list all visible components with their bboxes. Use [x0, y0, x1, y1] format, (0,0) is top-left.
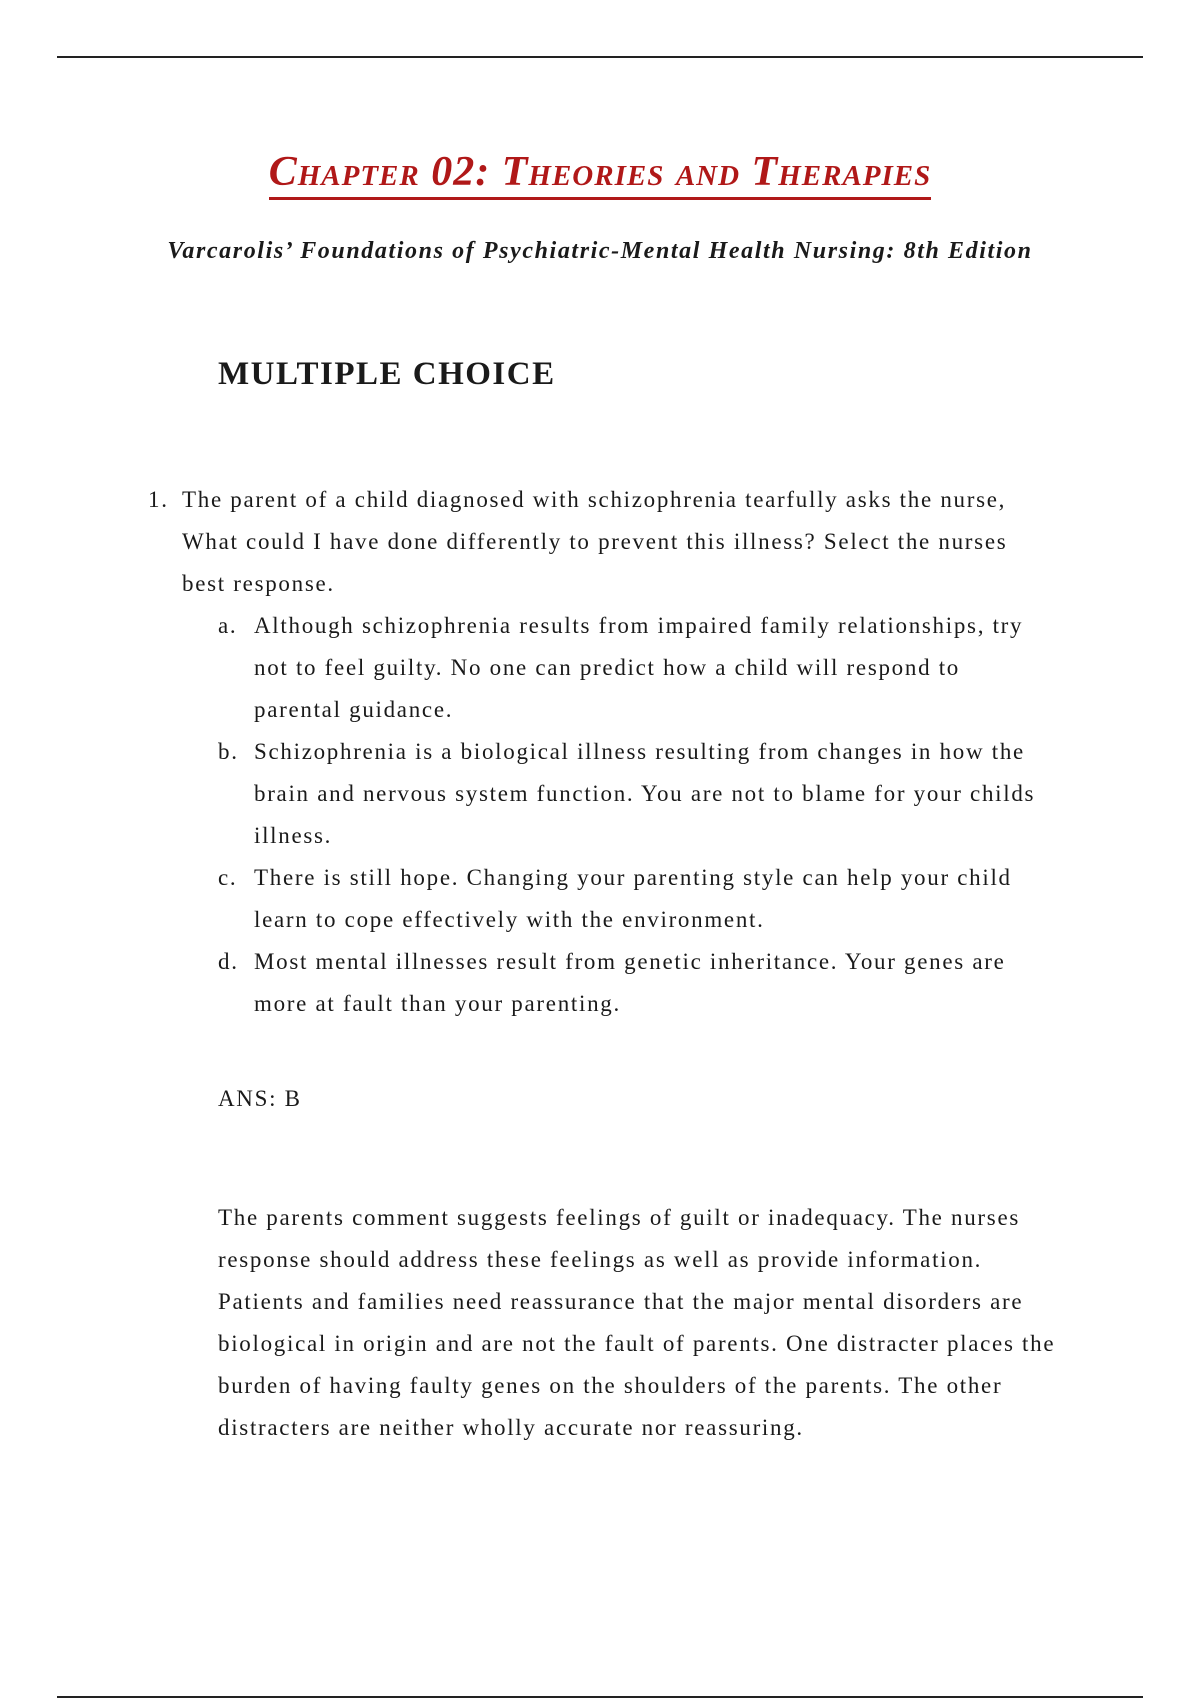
chapter-title	[0, 148, 1200, 196]
option-b	[218, 731, 1048, 857]
bottom-divider	[57, 1696, 1143, 1698]
question-text: The parent of a child diagnosed with schizophrenia tearfully asks the nurse, What could I have done differently to prevent this illness? Select the nurses best response.	[182, 487, 1008, 596]
question-number: 1.	[148, 487, 169, 512]
option-text: Although schizophrenia results from impaired family relationships, try not to feel guilty. No one can predict how a child will respond to parental guidance.	[254, 613, 1024, 722]
option-d	[218, 941, 1048, 1025]
question-stem	[148, 479, 1048, 605]
book-subtitle: Varcarolis’ Foundations of Psychiatric-Mental Health Nursing: 8th Edition	[167, 238, 1033, 264]
option-text: Schizophrenia is a biological illness resulting from changes in how the brain and nervous system function. You are not to blame for your childs illness.	[254, 739, 1036, 848]
option-a	[218, 605, 1048, 731]
rationale-text: The parents comment suggests feelings of guilt or inadequacy. The nurses response should address these feelings as well as provide information. Patients and families need reassurance that the major mental disorders are biological in origin and are not the fault of parents. One distracter places the burden of having faulty genes on the shoulders of the parents. The other distracters are neither wholly accurate nor reassuring.	[218, 1205, 1056, 1440]
section-heading: MULTIPLE CHOICE	[218, 356, 556, 392]
answer-options	[218, 605, 1048, 1025]
option-c	[218, 857, 1048, 941]
option-letter: a.	[218, 613, 238, 638]
option-text: There is still hope. Changing your parenting style can help your child learn to cope effectively with the environment.	[254, 865, 1012, 932]
answer-key: ANS: B	[218, 1086, 302, 1111]
chapter-title-text: Chapter 02: Theories and Therapies	[269, 149, 932, 200]
top-divider	[57, 56, 1143, 58]
question-block	[148, 479, 1048, 1025]
option-letter: c.	[218, 865, 238, 890]
option-letter: d.	[218, 949, 239, 974]
option-text: Most mental illnesses result from genetic inheritance. Your genes are more at fault than your parenting.	[254, 949, 1006, 1016]
option-letter: b.	[218, 739, 239, 764]
